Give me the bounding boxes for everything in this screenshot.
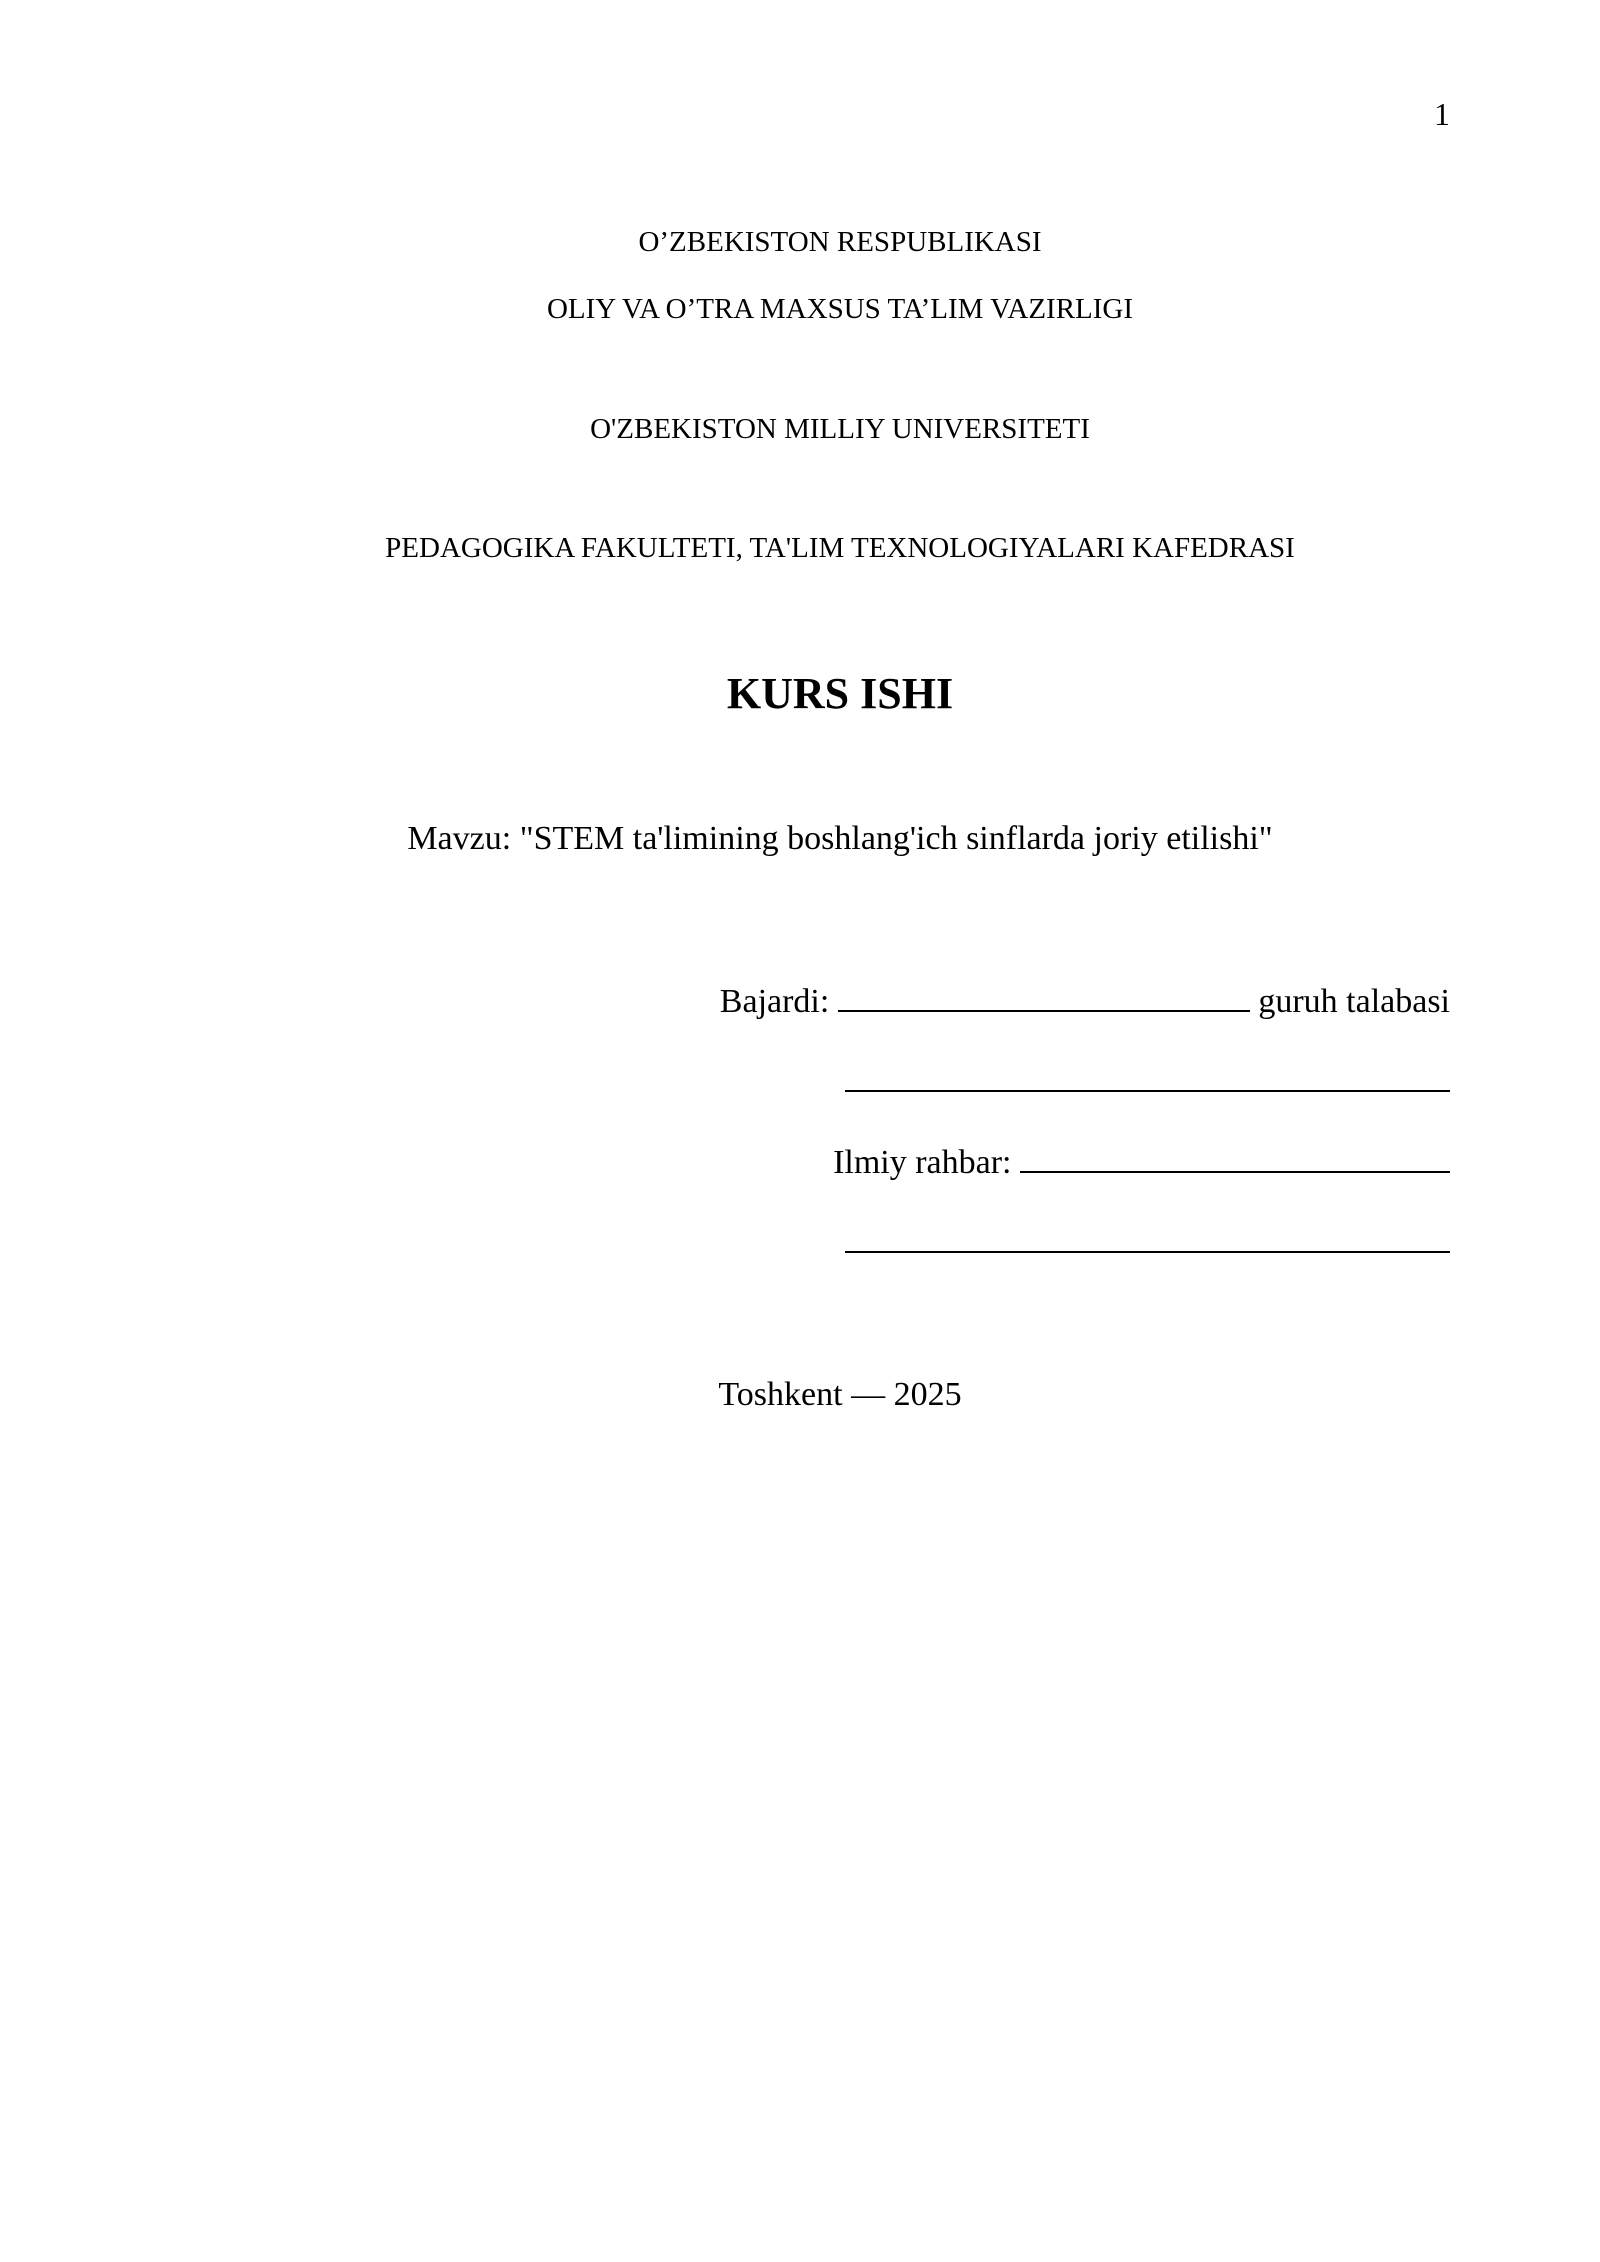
topic-line: Mavzu: "STEM ta'limining boshlang'ich sinflarda joriy etilishi" xyxy=(407,820,1273,857)
header-ministry: OLIY VA O’TRA MAXSUS TA’LIM VAZIRLIGI xyxy=(546,293,1134,325)
city-year: Toshkent — 2025 xyxy=(718,1376,962,1413)
page-number: 1 xyxy=(1434,96,1450,132)
document-title: KURS ISHI xyxy=(726,669,954,718)
student-name-blank xyxy=(838,982,1250,1012)
supervisor-label: Ilmiy rahbar: xyxy=(833,1144,1012,1181)
student-extra-line xyxy=(845,1062,1450,1099)
group-student-label: guruh talabasi xyxy=(1258,983,1450,1020)
header-faculty: PEDAGOGIKA FAKULTETI, TA'LIM TEXNOLOGIYALARI KAFEDRASI xyxy=(385,532,1295,564)
supervisor-line xyxy=(833,1143,1450,1180)
header-university: O'ZBEKISTON MILLIY UNIVERSITETI xyxy=(590,413,1090,445)
supervisor-name-blank xyxy=(1020,1143,1450,1173)
performed-by-label: Bajardi: xyxy=(719,983,830,1020)
supervisor-extra-line xyxy=(845,1223,1450,1260)
supervisor-extra-blank xyxy=(845,1223,1450,1253)
header-republic: O’ZBEKISTON RESPUBLIKASI xyxy=(638,226,1042,258)
student-extra-blank xyxy=(845,1062,1450,1092)
performed-by-line xyxy=(720,982,1450,1019)
